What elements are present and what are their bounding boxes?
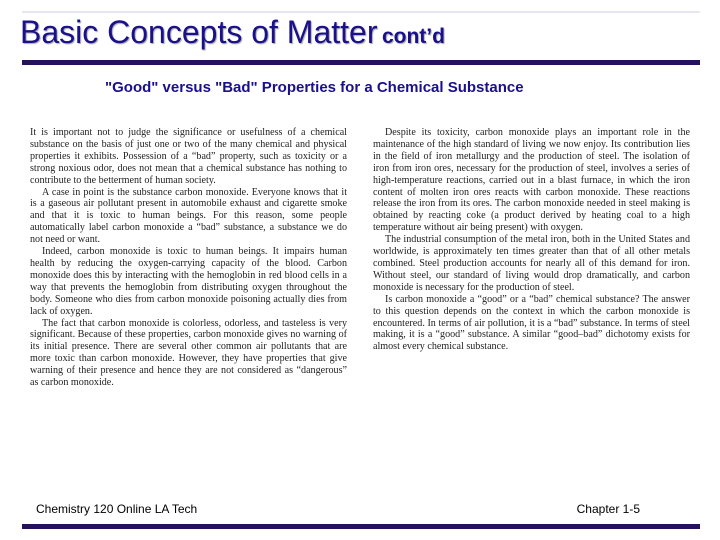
- footer-page-number: Chapter 1-5: [576, 502, 640, 516]
- textbook-excerpt: [30, 127, 690, 477]
- left-text-column: [30, 127, 347, 477]
- paragraph: Despite its toxicity, carbon monoxide plays an important role in the maintenance of the high standard of living we now enjoy. Its contribution lies in the field of iron metallurgy and the production of steel. The isolation of iron from iron ores, necessary for the production of steel, involves a series of high-temperature reactions, carried out in a blast furnace, in which the iron content of molten iron ores reacts with carbon monoxide. These reactions release the iron from its ores. The carbon monoxide needed in steel making is obtained by reacting coke (a product derived by heating coal to a high temperature without air being present) with oxygen.: [373, 127, 690, 234]
- slide-title-main: Basic Concepts of Matter: [20, 14, 378, 50]
- top-thin-rule: [22, 11, 700, 13]
- slide-title-suffix: cont’d: [381, 25, 445, 48]
- right-text-column: [373, 127, 690, 477]
- paragraph: A case in point is the substance carbon monoxide. Everyone knows that it is a gaseous air pollutant present in automobile exhaust and cigarette smoke and that it is toxic to human beings. For this reason, some people automatically label carbon monoxide a “bad” substance, a substance we do not need or want.: [30, 186, 347, 246]
- paragraph: It is important not to judge the significance or usefulness of a chemical substance on the basis of just one or two of the many chemical and physical properties it exhibits. Possession of a “bad” property, such as toxicity or a strong noxious odor, does not mean that a chemical substance has nothing to contribute to the betterment of human society.: [30, 127, 347, 186]
- paragraph: The fact that carbon monoxide is colorless, odorless, and tasteless is very significant. Because of these properties, carbon monoxide gives no warning of its initial presence. There are several other common air pollutants that are more toxic than carbon monoxide. However, they have properties that give warning of their presence and hence they are not considered as “dangerous” as carbon monoxide.: [30, 317, 347, 389]
- title-underline-rule: [22, 60, 700, 65]
- bottom-rule: [22, 524, 700, 529]
- paragraph: Indeed, carbon monoxide is toxic to human beings. It impairs human health by reducing the oxygen-carrying capacity of the blood. Carbon monoxide does this by interacting with the hemoglobin in red blood cells in a way that prevents the hemoglobin from distributing oxygen throughout the body. Someone who dies from carbon monoxide poisoning actually dies from lack of oxygen.: [30, 246, 347, 317]
- slide-title: [20, 14, 445, 51]
- footer-course: Chemistry 120 Online LA Tech: [36, 502, 198, 516]
- paragraph: Is carbon monoxide a “good” or a “bad” chemical substance? The answer to this question depends on the context in which the carbon monoxide is encountered. In terms of air pollution, it is a “bad” substance. In terms of steel making, it is a “good” substance. A similar “good–bad” dichotomy exists for almost every chemical substance.: [373, 293, 690, 353]
- paragraph: The industrial consumption of the metal iron, both in the United States and worldwide, is approximately ten times greater than that of all other metals combined. Steel production accounts for nearly all of this demand for iron. Without steel, our standard of living would drop dramatically, and carbon monoxide is necessary for the production of steel.: [373, 234, 690, 293]
- slide-subtitle: "Good" versus "Bad" Properties for a Chemical Substance: [105, 79, 524, 96]
